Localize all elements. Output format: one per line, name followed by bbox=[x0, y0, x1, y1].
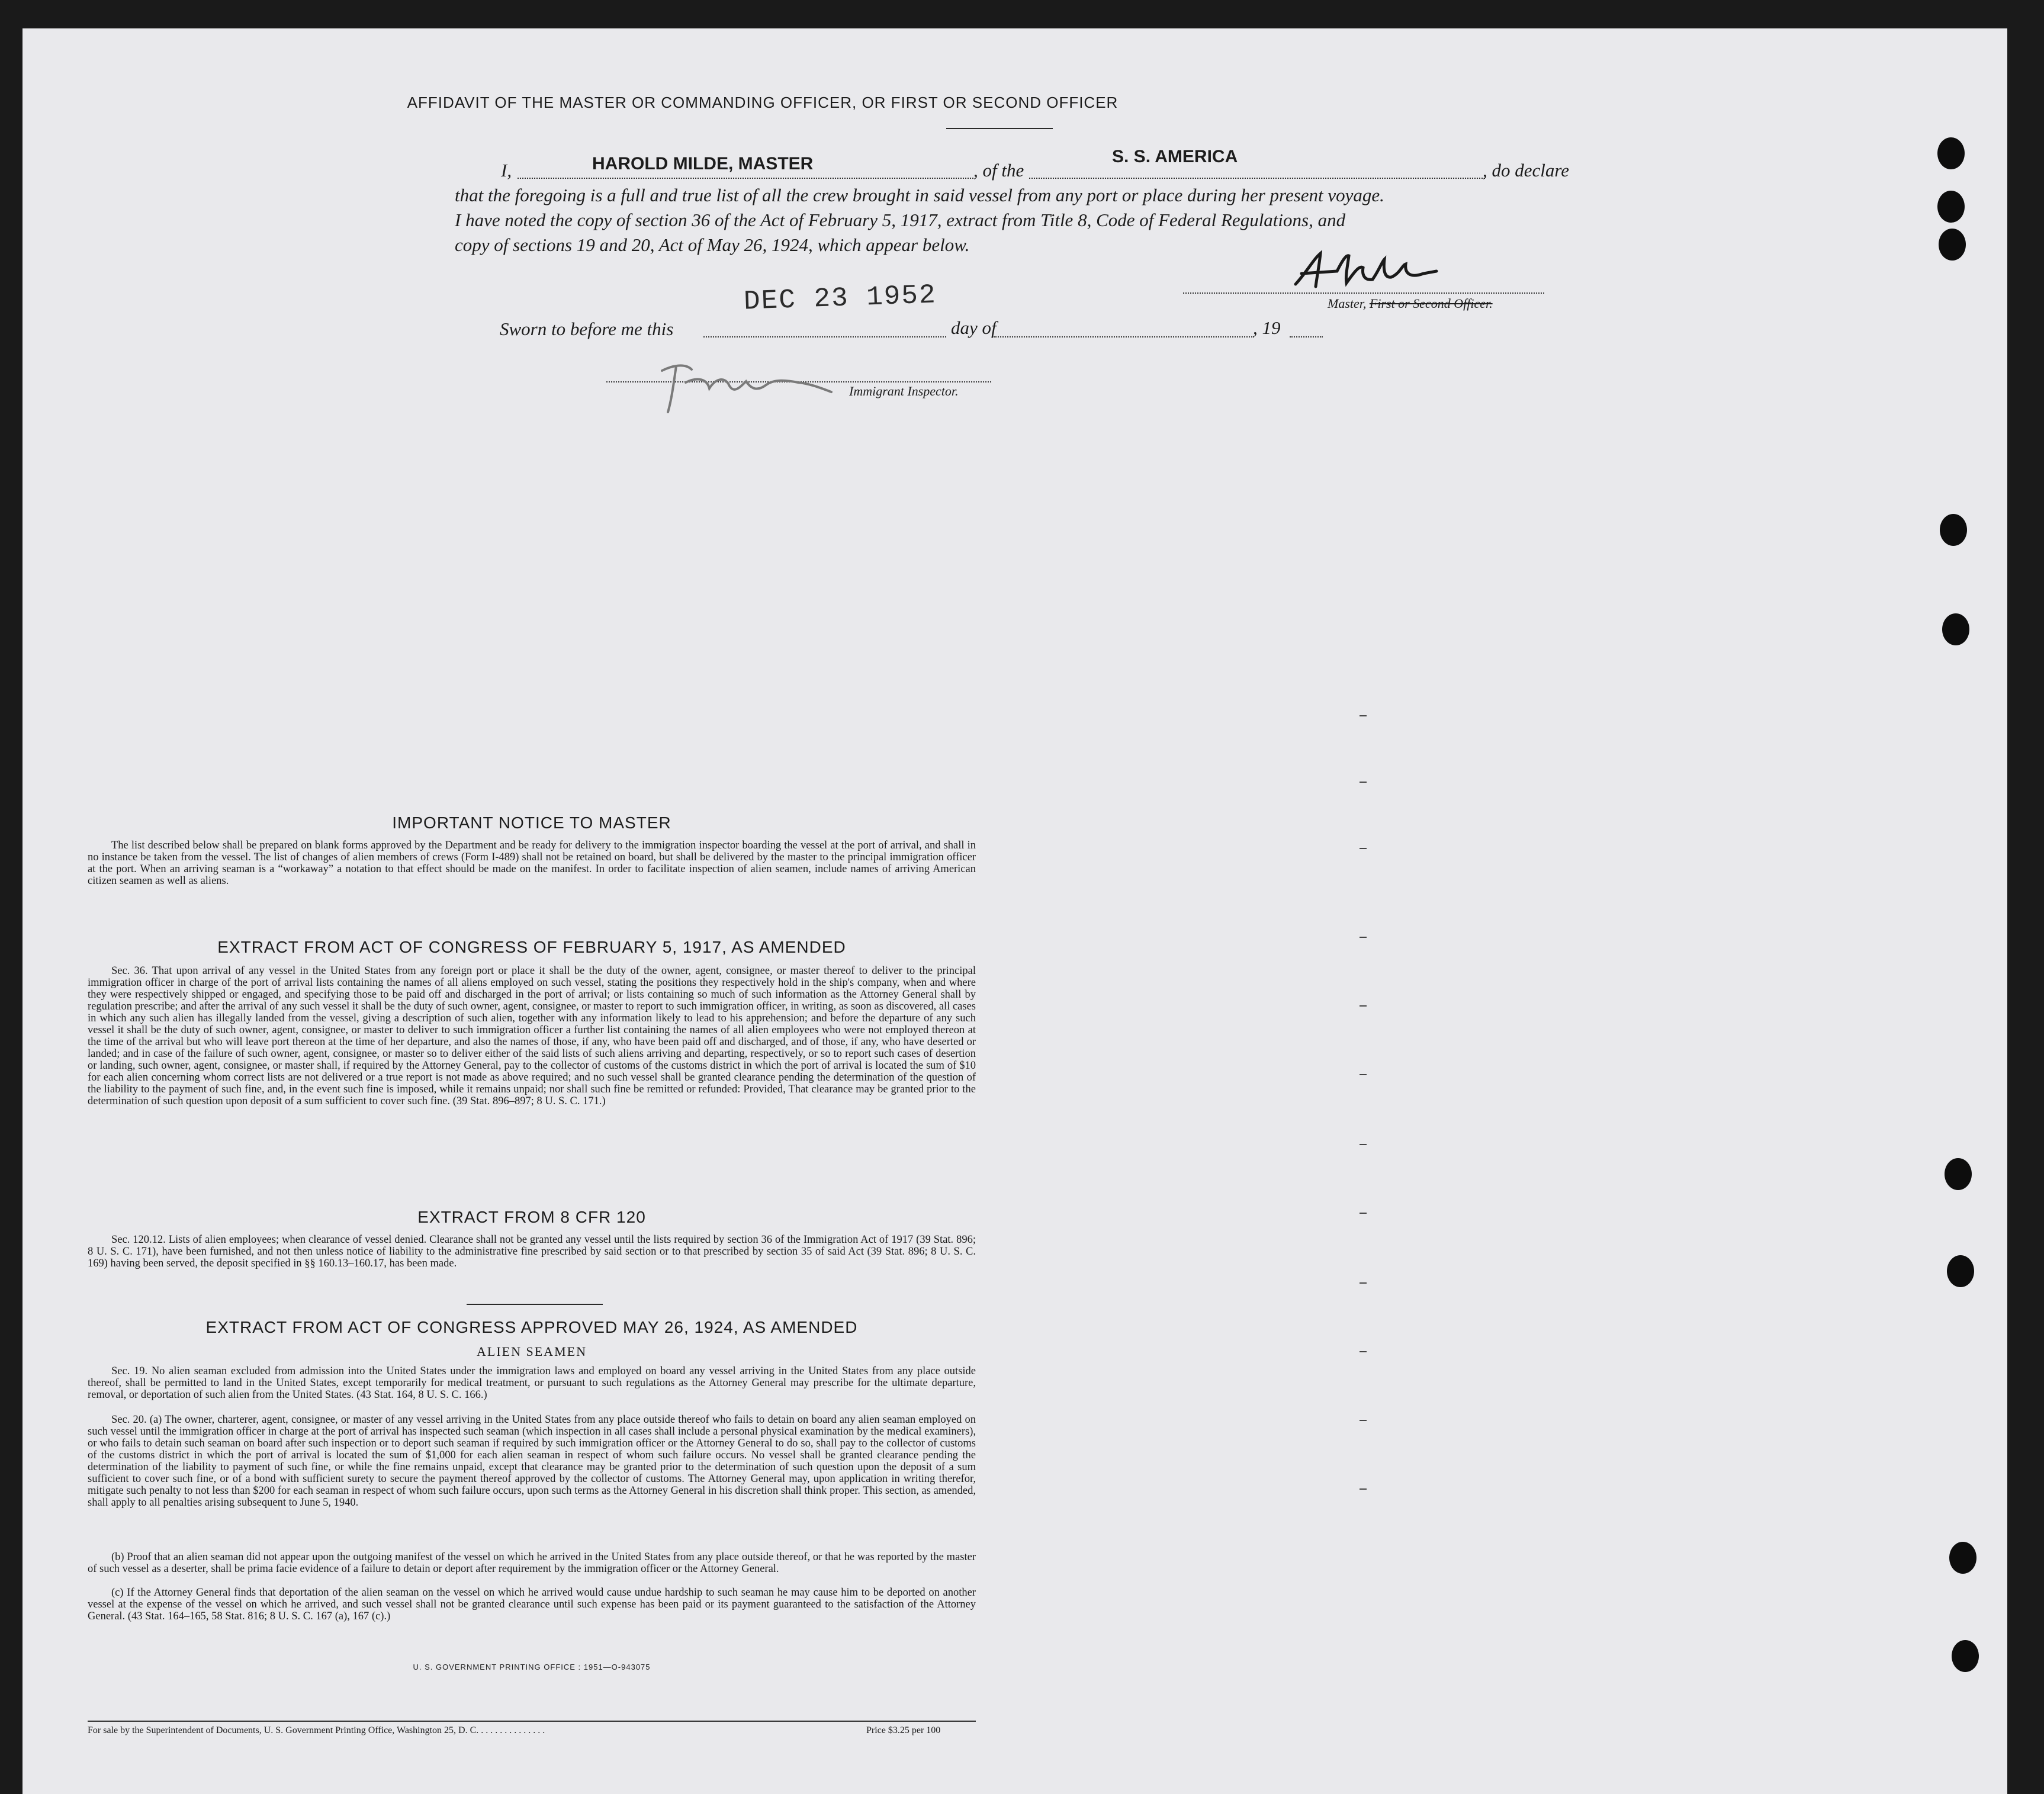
extract-cfr-body: Sec. 120.12. Lists of alien employees; when clearance of vessel denied. Clearance shall not be granted any vessel until the lists required by section 36 of the Immigration Act of 1917 (39 Stat. 896; 8 U. S. C. 171), have been furnished, and not then unless notice of liability to the administrative fine prescribed by said section or to that prescribed by section 35 of said Act (39 Stat. 896; 8 U. S. C. 169) having been served, the deposit specified in §§ 160.13–160.17, has been made. bbox=[88, 1234, 976, 1269]
binder-hole bbox=[1952, 1640, 1979, 1672]
inspector-signature bbox=[650, 353, 840, 418]
affidavit-title: AFFIDAVIT OF THE MASTER OR COMMANDING OFFICER, OR FIRST OR SECOND OFFICER bbox=[407, 94, 1119, 111]
extract-1917-title: EXTRACT FROM ACT OF CONGRESS OF FEBRUARY 5, 1917, AS AMENDED bbox=[217, 938, 846, 956]
dash-mark bbox=[1360, 1420, 1367, 1421]
sec-20b-body: (b) Proof that an alien seaman did not appear upon the outgoing manifest of the vessel on which he arrived in the United States from any place outside thereof, or that he was reported by the master of such vessel as a deserter, shall be prima facie evidence of a failure to detain or deport after requirement by the immigration officer or the Attorney General. bbox=[88, 1551, 976, 1575]
notice-body: The list described below shall be prepared on blank forms approved by the Department and be ready for delivery to the immigration inspector boarding the vessel at the port of arrival, and shall in no instance be taken from the vessel. The list of changes of alien members of crews (Form I-489) shall not be retained on board, but shall be delivered by the master to the principal immigration officer at the port. When an arriving seaman is a “workaway” a notation to that effect should be made on the manifest. In order to facilitate inspection of alien seamen, include names of arriving American citizen seamen as well as aliens. bbox=[88, 840, 976, 887]
dash-mark bbox=[1360, 937, 1367, 938]
dash-mark bbox=[1360, 782, 1367, 783]
sworn-year-line bbox=[1290, 336, 1323, 337]
name-field-line bbox=[518, 178, 973, 179]
dash-mark bbox=[1360, 848, 1367, 849]
binder-hole bbox=[1949, 1542, 1976, 1574]
vessel-field-line bbox=[1029, 178, 1485, 179]
binder-hole bbox=[1947, 1255, 1974, 1287]
binder-hole bbox=[1937, 137, 1965, 169]
alien-seamen-subtitle: ALIEN SEAMEN bbox=[477, 1344, 587, 1359]
affidavit-line-3: I have noted the copy of section 36 of the Act of February 5, 1917, extract from Title 8, Code of Federal Regulations, and bbox=[455, 210, 1346, 230]
notice-title: IMPORTANT NOTICE TO MASTER bbox=[392, 814, 671, 832]
sec-19-body: Sec. 19. No alien seaman excluded from admission into the United States under the immigration laws and employed on board any vessel arriving in the United States from any place outside thereof, shall be permitted to land in the United States, except temporarily for medical treatment, or pursuant to such regulations as the Attorney General may prescribe for the ultimate departure, removal, or deportation of such alien from the United States. (43 Stat. 164, 8 U. S. C. 166.) bbox=[88, 1365, 976, 1401]
binder-hole bbox=[1942, 613, 1969, 645]
day-of-label: day of bbox=[951, 317, 997, 338]
sworn-day-line bbox=[703, 336, 946, 337]
binder-hole bbox=[1939, 229, 1966, 261]
extract-cfr-title: EXTRACT FROM 8 CFR 120 bbox=[417, 1208, 646, 1226]
date-stamp: DEC 23 1952 bbox=[743, 279, 937, 317]
binder-hole bbox=[1945, 1158, 1972, 1190]
master-signature bbox=[1290, 247, 1444, 295]
printer-imprint: U. S. GOVERNMENT PRINTING OFFICE : 1951—O-943075 bbox=[413, 1663, 651, 1671]
of-the-label: , of the bbox=[973, 160, 1024, 181]
dash-mark bbox=[1360, 715, 1367, 716]
dash-mark bbox=[1360, 1074, 1367, 1075]
document-page bbox=[23, 28, 2007, 1794]
do-declare-label: , do declare bbox=[1483, 160, 1570, 181]
sworn-month-line bbox=[994, 336, 1254, 337]
affidavit-line-2: that the foregoing is a full and true list of all the crew brought in said vessel from any port or place during her present voyage. bbox=[455, 185, 1384, 205]
dash-mark bbox=[1360, 1213, 1367, 1214]
sworn-label: Sworn to before me this bbox=[500, 319, 674, 339]
sec-20a-body: Sec. 20. (a) The owner, charterer, agent, consignee, or master of any vessel arriving in the United States from any place outside thereof who fails to detain on board any alien seaman employed on such vessel until the immigration officer in charge at the port of arrival has inspected such seaman (which inspection in all cases shall include a personal physical examination by the medical examiners), or who fails to detain such seaman on board after such inspection or to deport such seaman if required by such immigration officer or the Attorney General to do so, shall pay to the collector of customs of the customs district in which the port of arrival is located the sum of $1,000 for each alien seaman in respect of whom such failure occurs. No vessel shall be granted clearance pending the determination of the liability to payment of such fine, or while the fine remains unpaid, except that clearance may be granted prior to the determination of such question upon the deposit of a sum sufficient to cover such fine, or of a bond with sufficient surety to secure the payment thereof approved by the collector of customs. The Attorney General may, upon application in writing therefor, mitigate such penalty to not less than $200 for each seaman in respect of whom such failure occurs, upon such terms as the Attorney General in his discretion shall think proper. This section, as amended, shall apply to all penalties arising subsequent to June 5, 1940. bbox=[88, 1414, 976, 1509]
dash-mark bbox=[1360, 1282, 1367, 1284]
extract-1924-title: EXTRACT FROM ACT OF CONGRESS APPROVED MAY 26, 1924, AS AMENDED bbox=[205, 1318, 858, 1336]
year-prefix: , 19 bbox=[1253, 317, 1281, 338]
affidavit-line-4: copy of sections 19 and 20, Act of May 26, 1924, which appear below. bbox=[455, 234, 970, 255]
footer-rule bbox=[88, 1721, 976, 1722]
master-caption bbox=[1328, 296, 1493, 311]
title-divider bbox=[946, 128, 1053, 129]
vessel-name: S. S. AMERICA bbox=[1112, 147, 1238, 166]
inspector-caption: Immigrant Inspector. bbox=[849, 384, 959, 398]
master-caption-officer: First or Second Officer. bbox=[1369, 296, 1493, 311]
footer-price: Price $3.25 per 100 bbox=[866, 1725, 941, 1735]
binder-hole bbox=[1940, 514, 1967, 546]
extract-1917-body: Sec. 36. That upon arrival of any vessel in the United States from any foreign port or place it shall be the duty of the owner, agent, consignee, or master thereof to deliver to the principal immigration officer in charge of the port of arrival lists containing the names of all aliens employed on such vessel, stating the positions they respectively hold in the ship's company, when and where they were respectively shipped or engaged, and specifying those to be paid off and discharged in the port of arrival; or lists containing so much of such information as the Attorney General shall by regulation prescribe; and after the arrival of any such vessel it shall be the duty of such owner, agent, consignee, or master to report to such immigration officer, in writing, as soon as discovered, all cases in which any such alien has illegally landed from the vessel, giving a description of such alien, together with any information likely to lead to his apprehension; and before the departure of any such vessel it shall be the duty of such owner, agent, consignee, or master to deliver to such immigration officer a further list containing the names of all alien employees who were not employed thereon at the time of the arrival but who will leave port thereon at the time of her departure, and also the names of those, if any, who have been paid off and discharged, and of those, if any, who have deserted or landed; and in case of the failure of such owner, agent, consignee, or master so to deliver either of the said lists of such aliens arriving and departing, respectively, or so to report such cases of desertion or landing, such owner, agent, consignee, or master shall, if required by the Attorney General, pay to the collector of customs of the customs district in which the port of arrival is located the sum of $10 for each alien concerning whom correct lists are not delivered or a true report is not made as above required; and no such vessel shall be granted clearance pending the determination of the question of the liability to the payment of such fine, and, in the event such fine is imposed, while it remains unpaid; nor shall such fine be remitted or refunded: Provided, That clearance may be granted prior to the determination of such question upon deposit of a sum sufficient to cover such fine. (39 Stat. 896–897; 8 U. S. C. 171.) bbox=[88, 965, 976, 1107]
dash-mark bbox=[1360, 1351, 1367, 1352]
binder-hole bbox=[1937, 191, 1965, 223]
dash-mark bbox=[1360, 1488, 1367, 1490]
master-caption-master: Master, bbox=[1328, 296, 1367, 311]
section-divider bbox=[467, 1304, 603, 1305]
master-name: HAROLD MILDE, MASTER bbox=[592, 154, 814, 173]
footer-sale-note: For sale by the Superintendent of Documents, U. S. Government Printing Office, Washington 25, D. C. . . . . . . . . . . . . . . bbox=[88, 1725, 545, 1735]
dash-mark bbox=[1360, 1144, 1367, 1145]
sec-20c-body: (c) If the Attorney General finds that deportation of the alien seaman on the vessel on which he arrived would cause undue hardship to such seaman he may cause him to be deported on another vessel at the expense of the vessel on which he arrived, and such vessel shall not be granted clearance until such expense has been paid or its payment guaranteed to the satisfaction of the Attorney General. (43 Stat. 164–165, 58 Stat. 816; 8 U. S. C. 167 (a), 167 (c).) bbox=[88, 1587, 976, 1622]
dash-mark bbox=[1360, 1005, 1367, 1007]
affidavit-i-label: I, bbox=[501, 160, 512, 181]
